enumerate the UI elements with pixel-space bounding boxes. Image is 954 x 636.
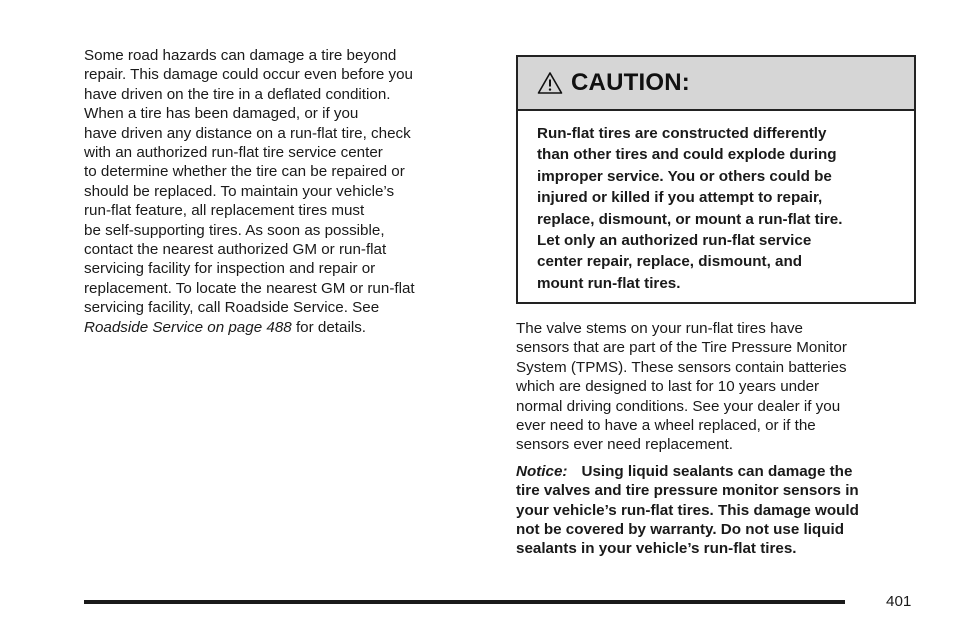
notice-paragraph	[516, 462, 926, 559]
warning-triangle-icon	[537, 71, 563, 95]
text-line: The valve stems on your run-flat tires have	[516, 320, 803, 337]
footer-rule	[84, 600, 845, 604]
text-line: with an authorized run-flat tire service center	[84, 144, 383, 162]
tpms-paragraph	[516, 319, 926, 455]
caution-header	[518, 57, 914, 111]
notice-text: Using liquid sealants can damage the	[581, 462, 853, 480]
reference-line	[84, 318, 484, 337]
text-line: When a tire has been damaged, or if you	[84, 105, 359, 123]
text-line: contact the nearest authorized GM or run-flat	[84, 241, 387, 259]
text-line: sensors ever need replacement.	[516, 436, 733, 454]
roadside-service-reference-link[interactable]: Roadside Service on page 488	[84, 318, 292, 336]
text-line: normal driving conditions. See your dealer if you	[516, 397, 841, 415]
caution-body	[518, 111, 914, 294]
caution-line: mount run-flat tires.	[537, 274, 681, 292]
text-line: servicing facility for inspection and repair or	[84, 260, 376, 278]
notice-label: Notice:	[516, 462, 568, 480]
text-line: should be replaced. To maintain your vehicle’s	[84, 182, 395, 200]
caution-line: than other tires and could explode during	[537, 146, 837, 164]
caution-box	[516, 55, 916, 304]
text-line: Some road hazards can damage a tire beyond	[84, 47, 397, 64]
caution-line: center repair, replace, dismount, and	[537, 253, 803, 271]
notice-line: sealants in your vehicle’s run-flat tires.	[516, 540, 797, 558]
text-line: be self-supporting tires. As soon as possible,	[84, 221, 385, 239]
text-line: to determine whether the tire can be repaired or	[84, 163, 405, 181]
text-line: repair. This damage could occur even before you	[84, 66, 413, 84]
text-line: replacement. To locate the nearest GM or run-flat	[84, 279, 415, 297]
caution-line: replace, dismount, or mount a run-flat tire.	[537, 210, 843, 228]
text-line: which are designed to last for 10 years under	[516, 378, 820, 396]
notice-first-line	[516, 462, 926, 481]
notice-line: your vehicle’s run-flat tires. This damage would	[516, 501, 859, 519]
caution-line: Let only an authorized run-flat service	[537, 232, 812, 250]
text-line: sensors that are part of the Tire Pressure Monitor	[516, 339, 847, 357]
caution-line: improper service. You or others could be	[537, 167, 832, 185]
text-line: run-flat feature, all replacement tires must	[84, 202, 365, 220]
reference-suffix: for details.	[291, 318, 367, 336]
notice-line: not be covered by warranty. Do not use liquid	[516, 521, 844, 539]
text-line: ever need to have a wheel replaced, or if the	[516, 417, 816, 435]
caution-title: CAUTION:	[571, 69, 690, 96]
text-line: have driven on the tire in a deflated condition.	[84, 85, 391, 103]
text-line: have driven any distance on a run-flat tire, check	[84, 124, 411, 142]
caution-line: Run-flat tires are constructed differently	[537, 125, 827, 142]
left-column	[84, 46, 484, 337]
caution-line: injured or killed if you attempt to repair,	[537, 189, 823, 207]
notice-line: tire valves and tire pressure monitor sensors in	[516, 482, 859, 500]
text-line: System (TPMS). These sensors contain batteries	[516, 358, 847, 376]
page-number: 401	[886, 593, 912, 610]
right-column	[516, 319, 926, 559]
text-line: servicing facility, call Roadside Service. See	[84, 299, 380, 317]
